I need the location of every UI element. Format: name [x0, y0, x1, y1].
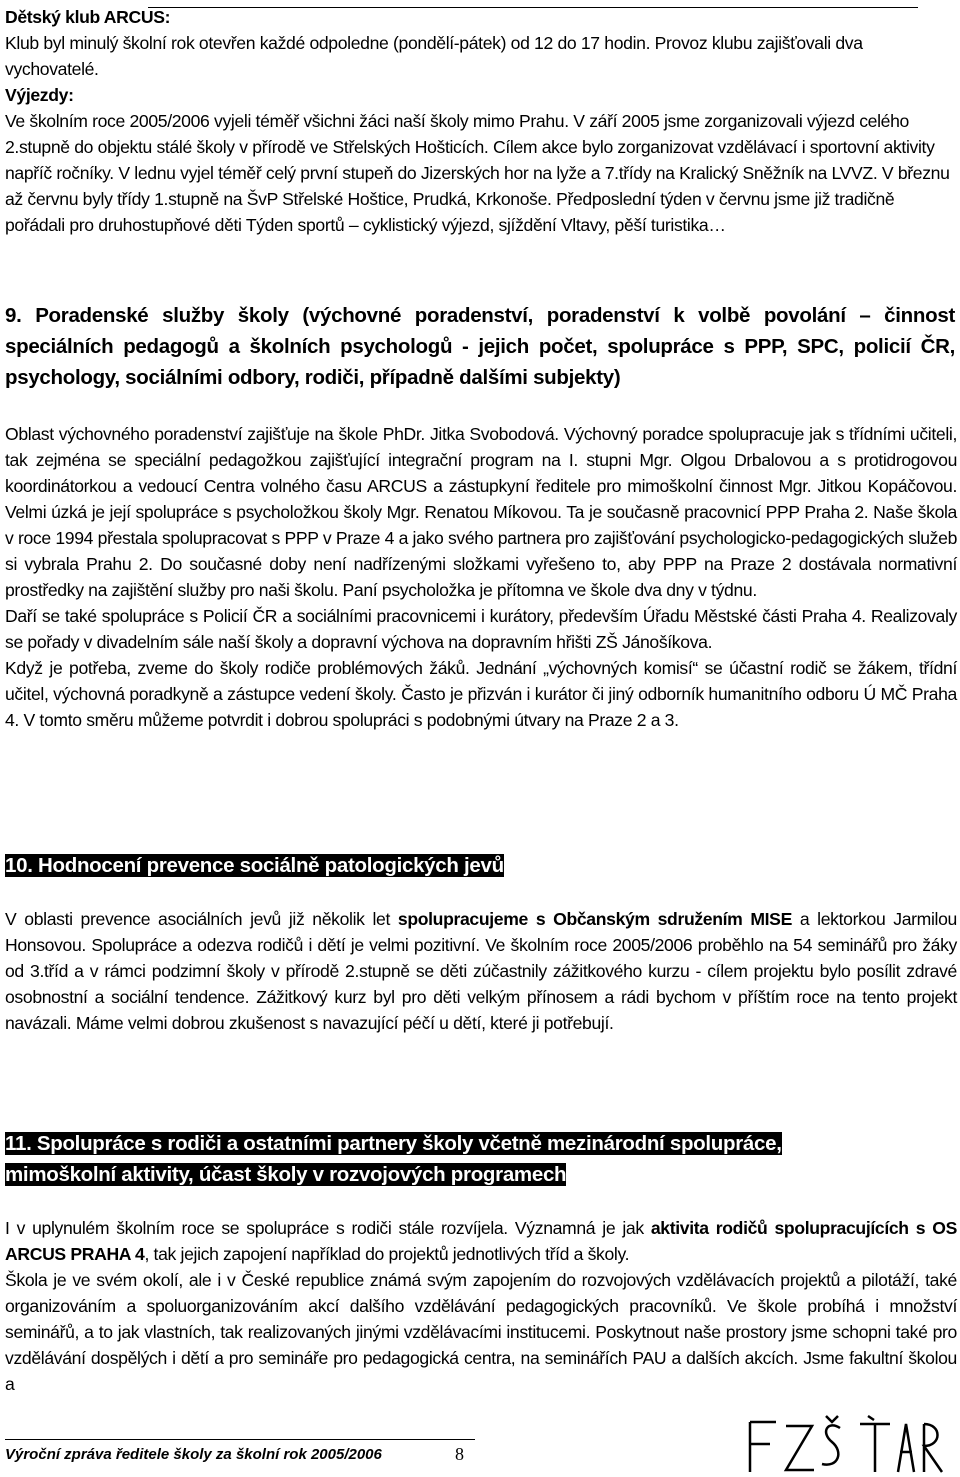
section9-p3: Když je potřeba, zveme do školy rodiče problémových žáků. Jednání „výchovných komisí“ se účastní rodič se žákem, třídní učitel, výchovná poradkyně a zástupce vedení školy. Často je přizván i kurátor či jiný odborník humanitního odboru Ú MČ Praha 4. V tomto směru můžeme potvrdit i dobrou spolupráci s podobnými útvary na Praze 2 a 3.: [5, 658, 957, 730]
section10-body: [5, 906, 957, 1036]
section10-heading: [5, 850, 955, 881]
trips-text: Ve školním roce 2005/2006 vyjeli téměř všichni žáci naší školy mimo Prahu. V září 2005 jsme zorganizovali výjezd celého 2.stupně do objektu stálé školy v přírodě ve Střelských Hošticích. Cílem akce bylo zorganizovat vzdělávací i sportovní aktivity napříč ročníky. V lednu vyjel téměř celý první stupeň do Jizerských hor na lyže a 7.třídy na Kralický Sněžník na LVVZ. V březnu až červnu byly třídy 1.stupně na ŠvP Střelské Hoštice, Prudká, Krkonoše. Předposlední týden v červnu jsme již tradičně pořádali pro druhostupňové děti Týden sportů – cyklistický výjezd, sjíždění Vltavy, pěší turistika…: [5, 111, 950, 235]
footer-rule: [5, 1439, 475, 1440]
section11-heading: [5, 1128, 955, 1190]
section9-heading: [5, 300, 955, 393]
arcus-highlight: aktivita rodičů spolupracujících s OS ARCUS PRAHA 4: [5, 1218, 957, 1264]
section11-body: [5, 1215, 957, 1397]
club-text: Klub byl minulý školní rok otevřen každé odpoledne (pondělí-pátek) od 12 do 17 hodin. Provoz klubu zajišťovali dva vychovatelé.: [5, 33, 863, 79]
section9-p2: Daří se také spolupráce s Policií ČR a sociálními pracovnicemi i kurátory, především Úřadu Městské části Praha 4. Realizovaly se pořady v divadelním sále naší školy a dopravní výchova na dopravním hřišti ZŠ Jánošíkova.: [5, 606, 957, 652]
section10-p1: V oblasti prevence asociálních jevů již několik let spolupracujeme s Občanským sdružením MISE a lektorkou Jarmilou Honsovou. Spolupráce a odezva rodičů i dětí je velmi pozitivní. Ve školním roce 2005/2006 proběhlo na 54 seminářů pro žáky od 3.tříd a v rámci podzimní školy v přírodě 2.stupně se děti zúčastnily zážitkového kurzu - cílem projektu bylo posílit zdravé osobnostní a sociální tendence. Zážitkový kurz byl pro děti velkým přínosem a rádi bychom v příštím roce na tento projekt navázali. Máme velmi dobrou zkušenost s navazující péčí u dětí, které ji potřebují.: [5, 909, 957, 1033]
section11-title-line1: 11. Spolupráce s rodiči a ostatními partnery školy včetně mezinárodní spolupráce,: [5, 1132, 782, 1155]
section9-number: 9.: [5, 304, 22, 327]
section9-p1: Oblast výchovného poradenství zajišťuje na škole PhDr. Jitka Svobodová. Výchovný poradce spolupracuje jak s třídními učiteli, tak zejména se speciální pedagožkou zajišťující integrační program na I. stupni Mgr. Olgou Drbalovou a s protidrogovou koordinátorkou a vedoucí Centra volného času ARCUS a zástupkyní ředitele pro mimoškolní činnost Mgr. Jitkou Kopáčovou. Velmi úzká je její spolupráce s psycholožkou školy Mgr. Renatou Míkovou. Ta je současně pracovnicí PPP Praha 2. Naše škola v roce 1994 přestala spolupracovat s PPP v Praze 4 a jako svého partnera pro zajišťování psychologicko-pedagogických služeb si vybrala Prahu 2. Do současné doby není nadřízenými složkami vyřešeno to, aby PPP na Praze 2 dostávala normativní prostředky na zajištění služby pro naši školu. Paní psycholožka je přítomna ve škole dva dny v týdnu.: [5, 424, 957, 600]
footer-text: Výroční zpráva ředitele školy za školní rok 2005/2006: [5, 1446, 382, 1463]
mise-highlight: spolupracujeme s Občanským sdružením MISE: [397, 909, 792, 929]
section11-p2: Škola je ve svém okolí, ale i v České republice známá svým zapojením do rozvojových vzdělávacích projektů a pilotáží, také organizováním a spoluorganizováním akcí dalšího vzdělávání pedagogických pracovníků. Ve škole probíhá i množství seminářů, a to jak vlastních, tak realizovaných jinými vzdělávacími institucemi. Poskytnout naše prostory jsme schopni také pro vzdělávání dospělých i dětí a pro semináře pro pedagogická centra, na seminářích PAU a dalších akcích. Jsme fakultní školou a: [5, 1270, 957, 1394]
section11-p1: I v uplynulém školním roce se spolupráce s rodiči stále rozvíjela. Významná je jak aktivita rodičů spolupracujících s OS ARCUS PRAHA 4, tak jejich zapojení například do projektů jednotlivých tříd a školy.: [5, 1218, 957, 1264]
club-section: [5, 4, 957, 238]
trips-title: Výjezdy:: [5, 85, 74, 105]
school-logo-icon: [742, 1412, 950, 1476]
page-number: 8: [455, 1444, 464, 1464]
club-title: Dětský klub ARCUS:: [5, 7, 171, 27]
section10-title: 10. Hodnocení prevence sociálně patologických jevů: [5, 854, 504, 877]
section9-body: [5, 421, 957, 733]
section9-title: Poradenské služby školy (výchovné poradenství, poradenství k volbě povolání – činnost speciálních pedagogů a školních psychologů - jejich počet, spolupráce s PPP, SPC, policií ČR, psychology, sociálními odbory, rodiči, případně dalšími subjekty): [5, 304, 955, 389]
section11-title-line2: mimoškolní aktivity, účast školy v rozvojových programech: [5, 1163, 567, 1186]
